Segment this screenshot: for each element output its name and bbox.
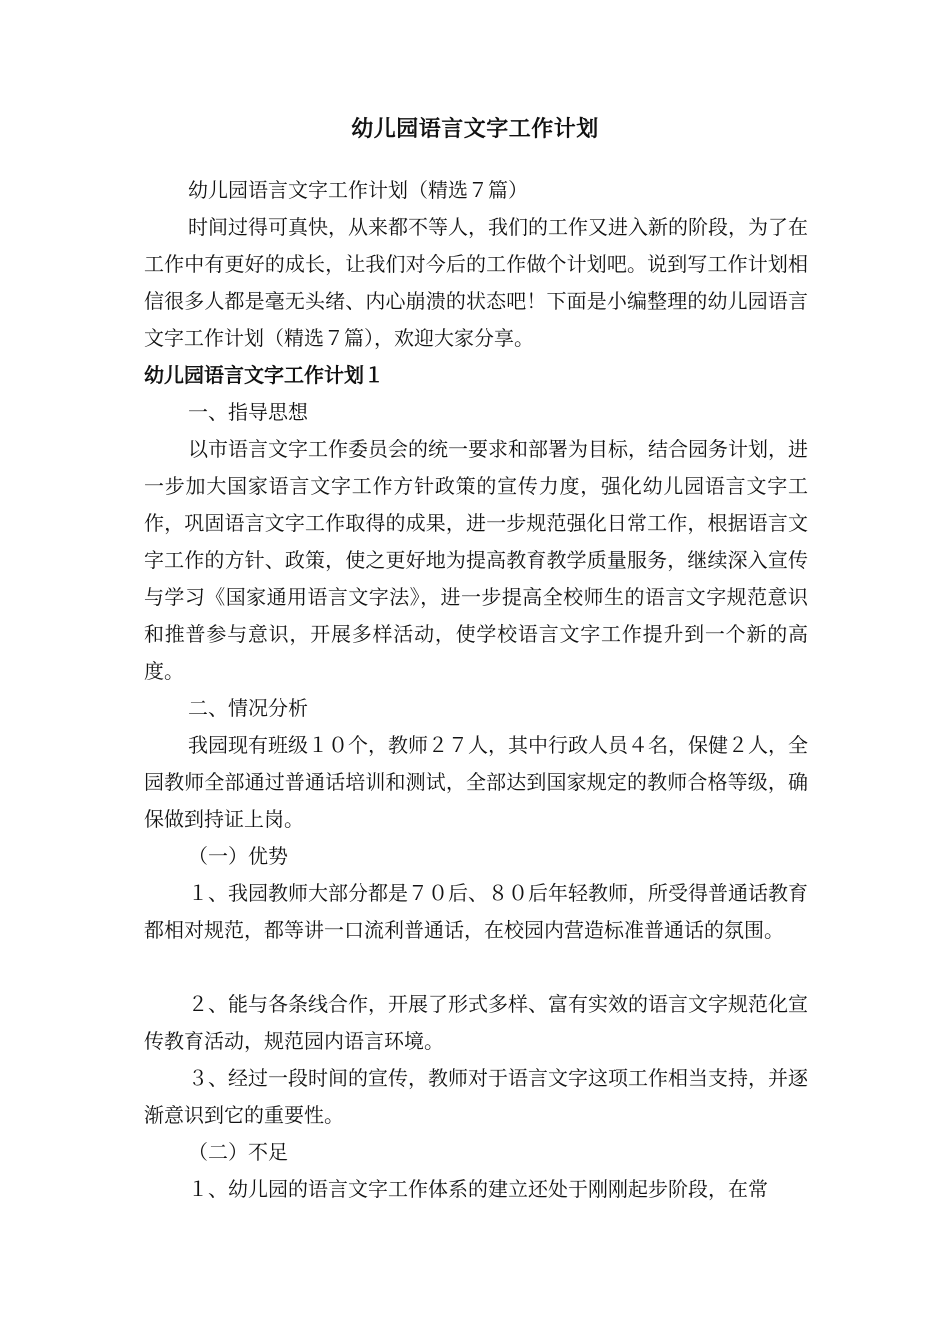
section-heading: 幼儿园语言文字工作计划１ [144,363,384,387]
strength-item-3: ３、经过一段时间的宣传，教师对于语言文字这项工作相当支持，并逐渐意识到它的重要性。 [144,1066,808,1127]
weakness-item-1: １、幼儿园的语言文字工作体系的建立还处于刚刚起步阶段，在常 [188,1177,768,1201]
document-title: 幼儿园语言文字工作计划 [351,117,599,142]
situation-paragraph: 我园现有班级１０个，教师２７人，其中行政人员４名，保健２人，全园教师全部通过普通话培训和测试，全部达到国家规定的教师合格等级，确保做到持证上岗。 [144,733,808,831]
subheading-weaknesses: （二）不足 [188,1140,288,1164]
intro-paragraph: 时间过得可真快，从来都不等人，我们的工作又进入新的阶段，为了在工作中有更好的成长，让我们对今后的工作做个计划吧。说到写工作计划相信很多人都是毫无头绪、内心崩溃的状态吧！下面是小编整理的幼儿园语言文字工作计划（精选７篇），欢迎大家分享。 [144,215,808,350]
subheading-strengths: （一）优势 [188,844,288,868]
guiding-thought-paragraph: 以市语言文字工作委员会的统一要求和部署为目标，结合园务计划，进一步加大国家语言文字工作方针政策的宣传力度，强化幼儿园语言文字工作，巩固语言文字工作取得的成果，进一步规范强化日常工作，根据语言文字工作的方针、政策，使之更好地为提高教育教学质量服务，继续深入宣传与学习《国家通用语言文字法》，进一步提高全校师生的语言文字规范意识和推普参与意识，开展多样活动，使学校语言文字工作提升到一个新的高度。 [144,437,808,683]
subheading-situation: 二、情况分析 [188,696,308,720]
strength-item-2: ２、能与各条线合作，开展了形式多样、富有实效的语言文字规范化宣传教育活动，规范园内语言环境。 [144,992,808,1053]
subheading-guiding-thought: 一、指导思想 [188,400,308,424]
document-subtitle: 幼儿园语言文字工作计划（精选７篇） [188,178,528,202]
strength-item-1: １、我园教师大部分都是７０后、８０后年轻教师，所受得普通话教育都相对规范，都等讲一口流利普通话，在校园内营造标准普通话的氛围。 [144,881,808,942]
